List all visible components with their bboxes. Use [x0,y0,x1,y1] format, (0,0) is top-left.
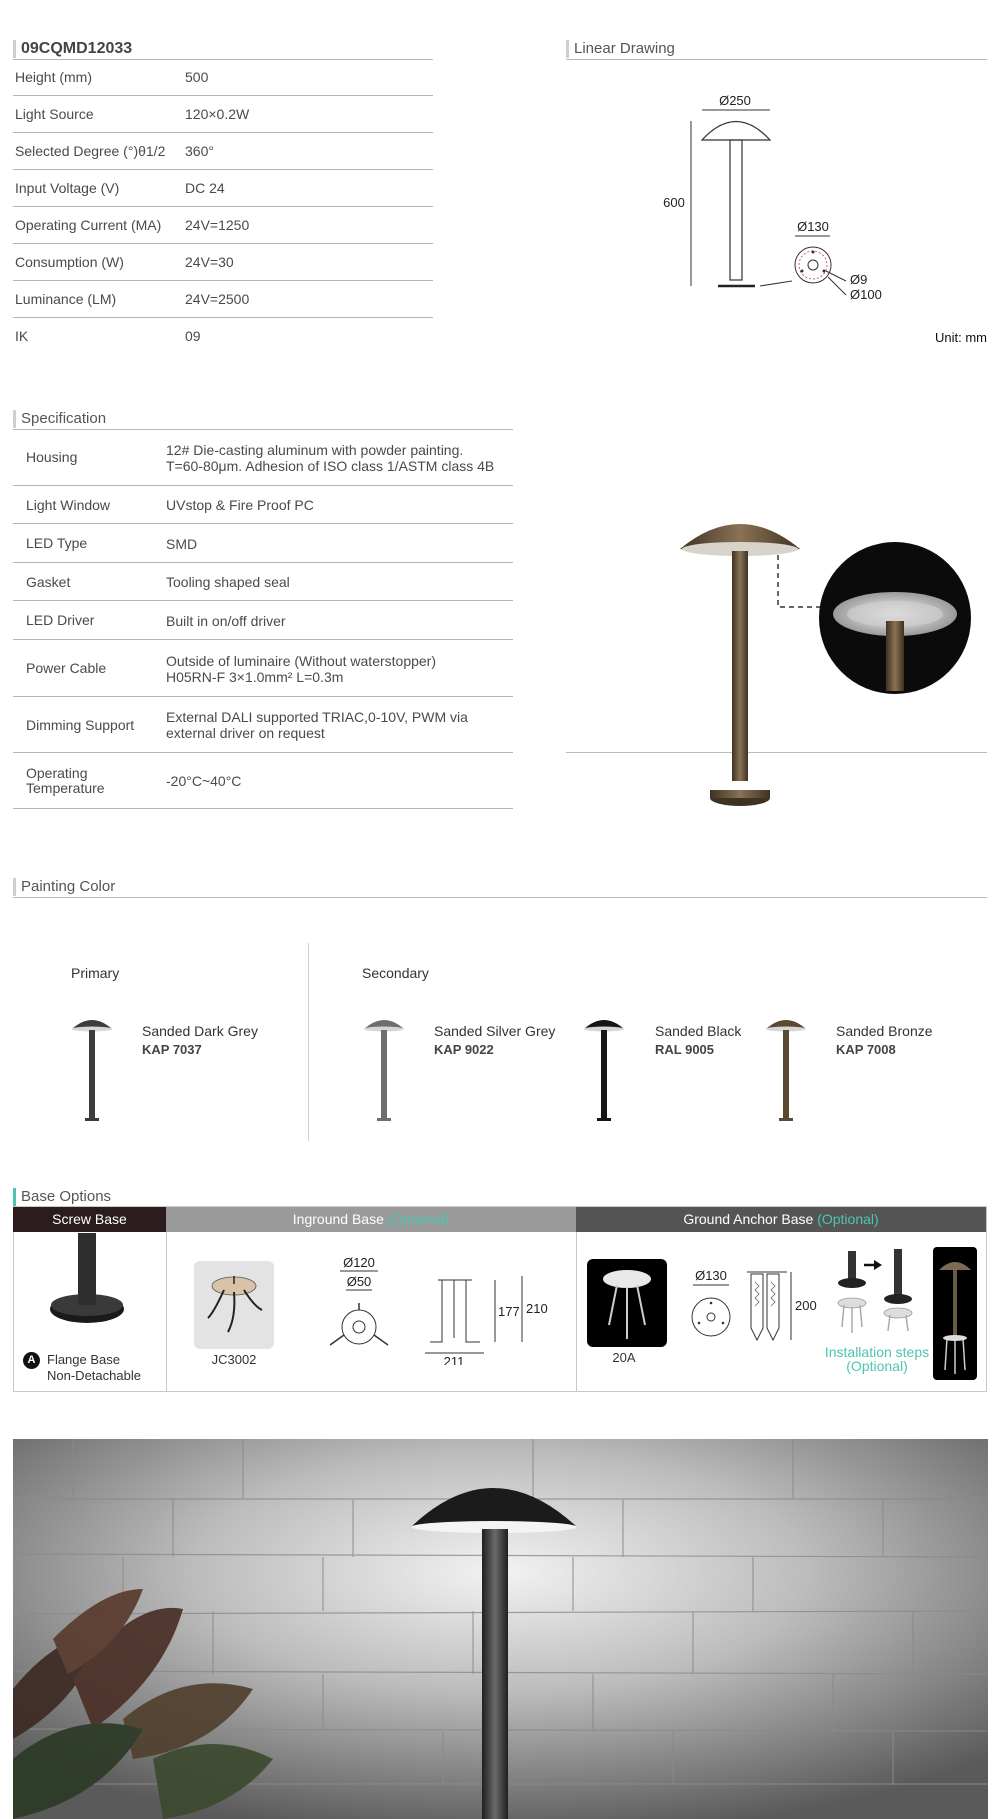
spec-row [13,133,433,170]
anchor-dim-h: 200 [795,1298,817,1313]
painting-color-rule [13,897,987,898]
specification-row [13,563,513,601]
dim-pcd-label: Ø100 [850,287,882,302]
spec-value: 24V=30 [185,254,234,270]
installation-steps-image [834,1247,914,1337]
spec-label: Luminance (LM) [15,291,117,307]
color-code: KAP 7037 [142,1042,202,1057]
primary-label: Primary [71,965,120,981]
inground-plan-drawing [322,1253,397,1358]
dim-hole-label: Ø9 [850,272,868,287]
linear-drawing-title: Linear Drawing [566,40,675,58]
color-name: Sanded Silver Grey [434,1023,556,1039]
inground-product-image [200,1272,268,1342]
painting-color-title: Painting Color [13,878,115,896]
color-code: RAL 9005 [655,1042,715,1057]
specification-title: Specification [13,410,106,428]
spec-value: 360° [185,143,214,159]
spec-value: 500 [185,69,209,85]
color-swatch-lamp [582,1015,626,1123]
specification-label [26,766,156,796]
specification-label: Light Window [26,497,111,513]
inground-base-header [166,1207,576,1232]
color-name: Sanded Bronze [836,1023,933,1039]
specification-label: LED Type [26,535,88,551]
specification-value [166,653,511,685]
linear-drawing [660,85,910,310]
color-code: KAP 7008 [836,1042,896,1057]
inground-side-drawing [420,1270,555,1365]
spec-value: 09 [185,328,201,344]
specification-value-line: SMD [166,536,198,552]
specification-label: Power Cable [26,660,107,676]
specification-value-line: 12# Die-casting aluminum with powder painting. [166,442,464,458]
drawing-lamp-head [702,122,770,141]
color-code: KAP 9022 [434,1042,494,1057]
specification-label-line: Temperature [26,780,105,796]
specification-value [166,574,511,590]
specification-value [166,773,511,789]
specification-value-line: UVstop & Fire Proof PC [166,497,314,513]
anchor-base-header [576,1207,986,1232]
base-col-divider-2 [576,1232,577,1392]
anchor-code: 20A [612,1350,636,1365]
specification-row [13,429,513,486]
specification-value-line: H05RN-F 3×1.0mm² L=0.3m [166,669,344,685]
flange-line2: Non-Detachable [47,1368,141,1383]
inground-code: JC3002 [211,1352,257,1367]
spec-value: 24V=1250 [185,217,250,233]
painting-divider [308,943,309,1141]
inground-optional-label: (Optional) [387,1211,450,1227]
specification-row [13,640,513,697]
screw-base-image [45,1233,130,1328]
specification-value-line: external driver on request [166,725,325,741]
drawing-lamp-pole [730,140,742,280]
dim-base-label: Ø130 [797,219,829,234]
specification-label: LED Driver [26,612,95,628]
specification-row [13,697,513,753]
spec-label: Input Voltage (V) [15,180,120,196]
spec-label: IK [15,328,29,344]
anchor-product-image [595,1267,659,1342]
spec-label: Light Source [15,106,94,122]
flange-line1: Flange Base [47,1352,120,1367]
base-options-title: Base Options [13,1188,111,1206]
inground-dim-h2: 210 [526,1301,548,1316]
specification-value [166,497,511,513]
specification-label-line: Operating [26,765,88,781]
color-swatch-lamp [70,1015,114,1123]
specification-row [13,753,513,809]
ambient-lamp-pole [482,1529,508,1819]
base-col-divider-1 [166,1232,167,1392]
spec-row [13,170,433,207]
specification-row [13,601,513,640]
spec-value: 120×0.2W [185,106,250,122]
color-swatch-lamp [764,1015,808,1123]
spec-value: DC 24 [185,180,225,196]
spec-row [13,244,433,281]
spec-label: Height (mm) [15,69,93,85]
spec-row [13,59,433,96]
install-line1: Installation steps [824,1344,930,1360]
color-name: Sanded Black [655,1023,742,1039]
spec-row [13,96,433,133]
color-swatch-lamp [362,1015,406,1123]
screw-base-header: Screw Base [13,1207,166,1232]
photo-lamp-pole [732,551,748,781]
specification-value-line: T=60-80μm. Adhesion of ISO class 1/ASTM class 4B [166,458,495,474]
linear-drawing-rule [566,59,987,60]
inground-dim-h1: 177 [498,1304,520,1319]
dim-top-label: Ø250 [719,93,751,108]
specification-value-line: Built in on/off driver [166,613,286,629]
inground-dim-w: 211 [443,1354,465,1365]
anchor-optional-label: (Optional) [817,1211,879,1227]
specification-value-line: External DALI supported TRIAC,0-10V, PWM via [166,709,468,725]
spec-row [13,318,433,355]
inground-dim-outer: Ø120 [343,1255,375,1270]
specification-value [166,442,511,474]
spec-label: Consumption (W) [15,254,124,270]
specification-value-line: Outside of luminaire (Without waterstopper) [166,653,436,669]
anchor-dim-d: Ø130 [695,1268,727,1283]
spec-row [13,207,433,244]
specification-label: Housing [26,449,78,465]
flange-text [47,1352,141,1384]
install-line2: (Optional) [846,1358,908,1374]
installed-lamp-image [935,1250,975,1378]
flange-marker: A [23,1352,40,1369]
inground-dim-inner: Ø50 [346,1274,372,1289]
inground-base-label: Inground Base [292,1211,384,1227]
spec-value: 24V=2500 [185,291,250,307]
specification-value [166,613,511,629]
installation-steps-text [812,1345,942,1373]
secondary-label: Secondary [362,965,429,981]
specification-value-line: Tooling shaped seal [166,574,290,590]
anchor-base-label: Ground Anchor Base [683,1211,814,1227]
product-photo [660,505,980,810]
color-name: Sanded Dark Grey [142,1023,258,1039]
specification-label: Gasket [26,574,71,590]
specification-value-line: -20°C~40°C [166,773,242,789]
specification-value [166,536,511,552]
spec-label: Operating Current (MA) [15,217,162,233]
unit-label: Unit: mm [935,330,987,345]
product-model-title: 09CQMD12033 [13,40,433,58]
specification-row [13,524,513,563]
spec-label: Selected Degree (°)θ1/2 [15,143,166,159]
spec-row [13,281,433,318]
dim-height-label: 600 [663,195,685,210]
specification-row [13,486,513,524]
anchor-plan-drawing [686,1265,736,1340]
specification-label: Dimming Support [26,717,135,733]
specification-value [166,709,511,741]
anchor-side-drawing [743,1268,828,1348]
ambient-photo [13,1439,988,1819]
